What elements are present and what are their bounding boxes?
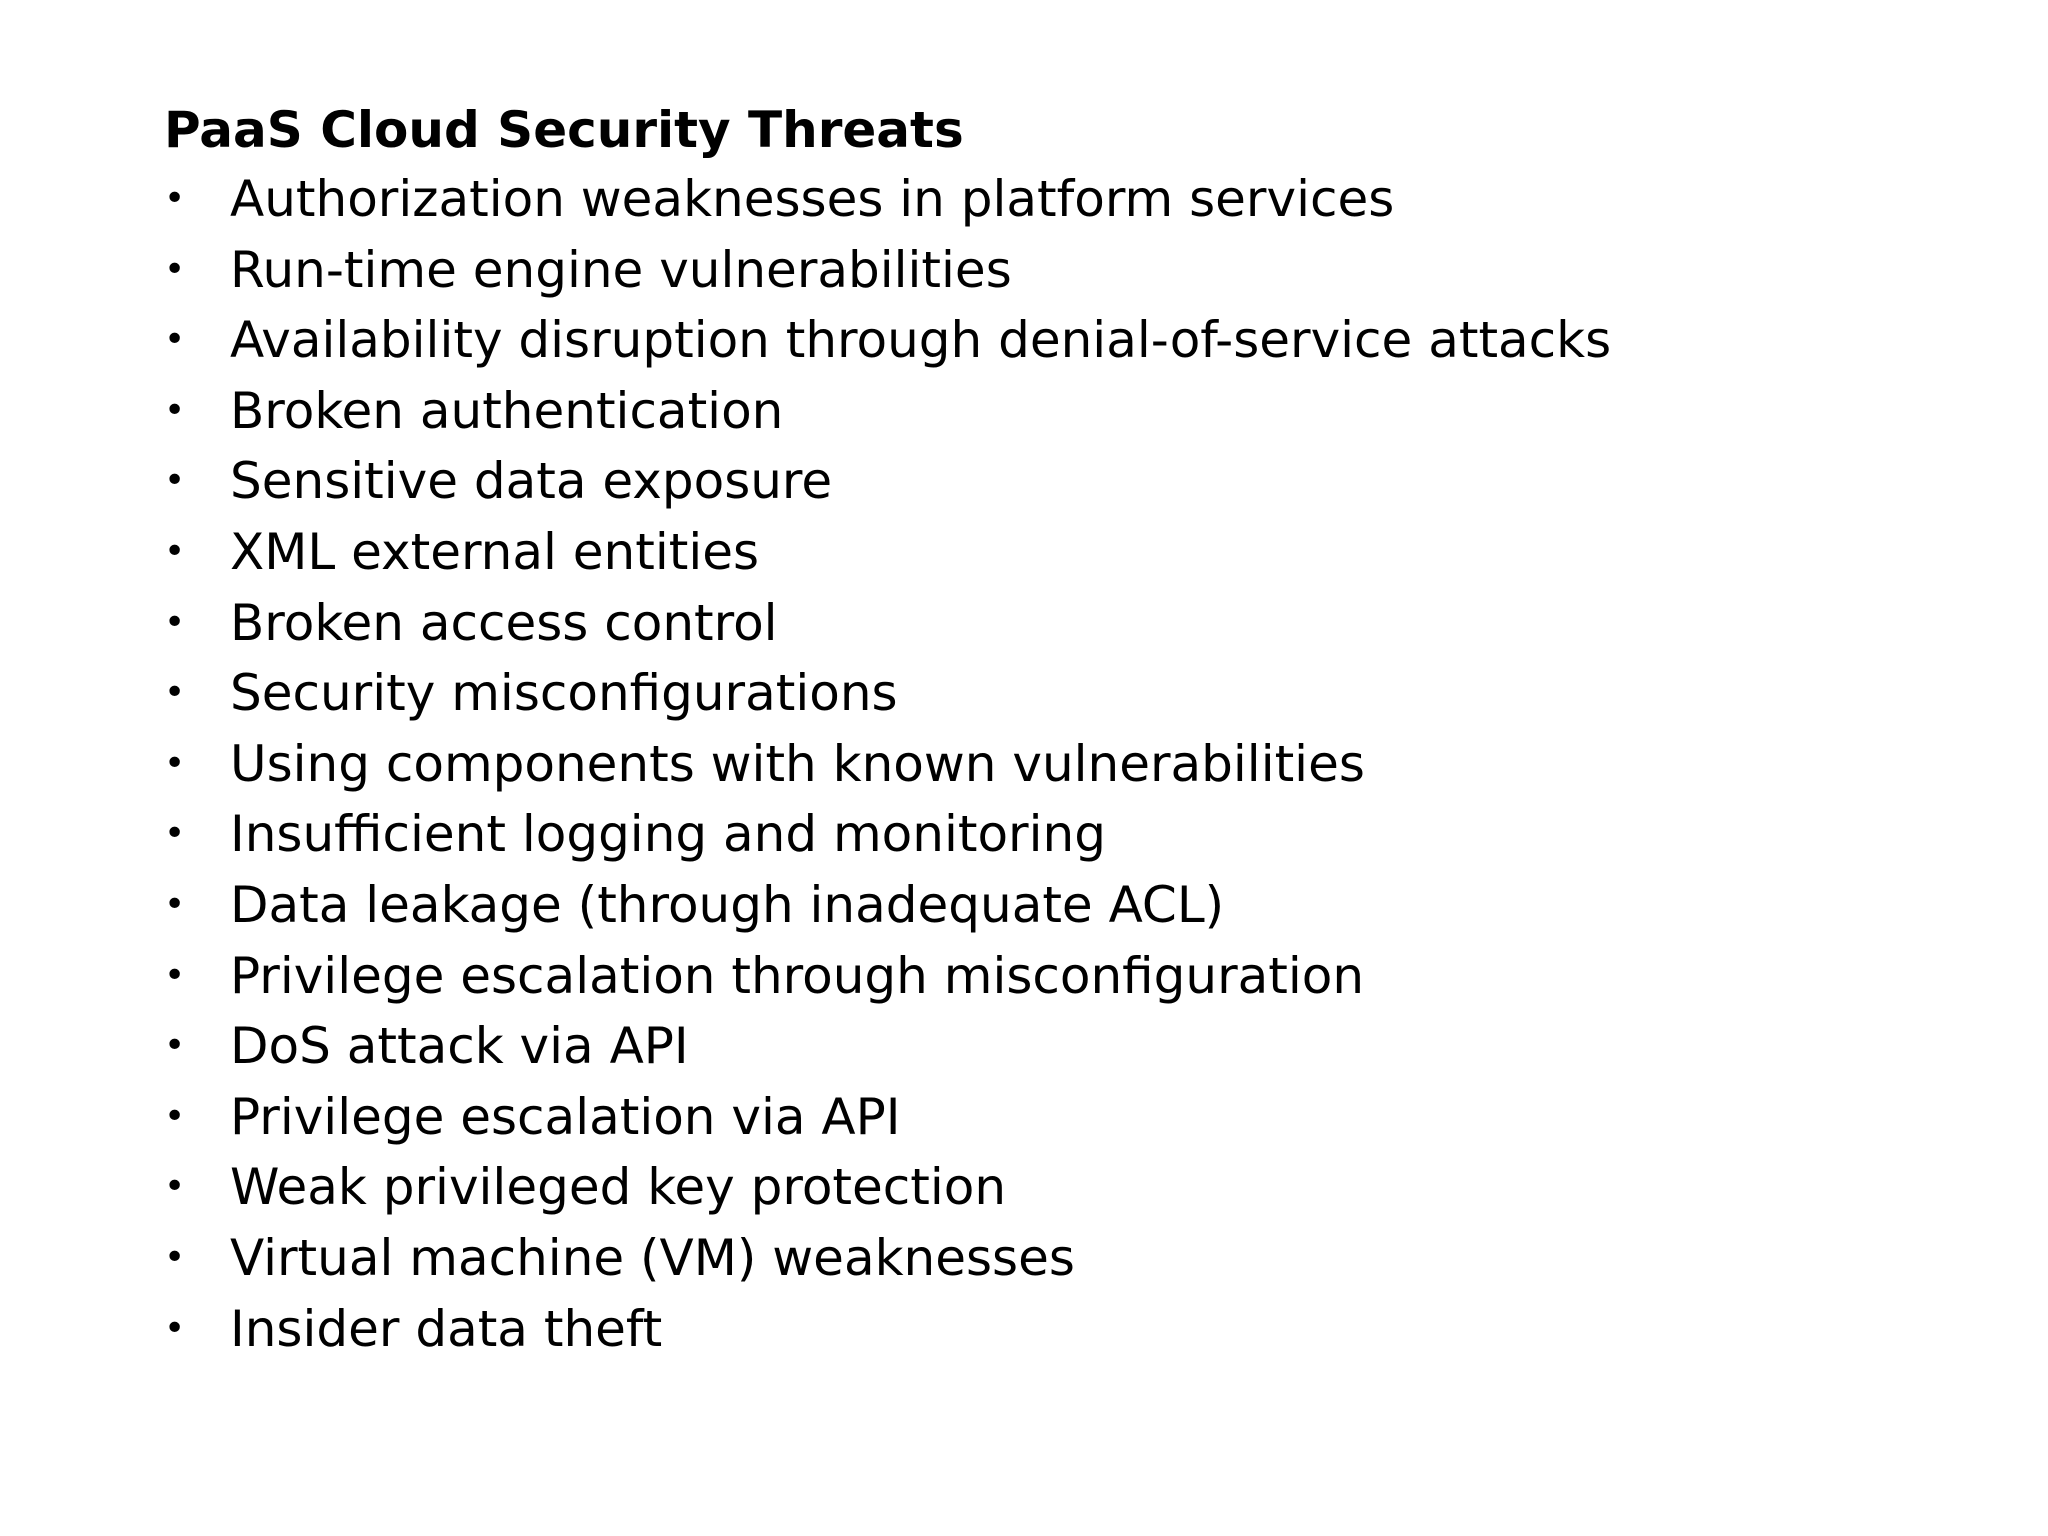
list-item-text: Sensitive data exposure xyxy=(230,452,833,511)
bullet-icon: • xyxy=(164,1025,186,1067)
list-item-text: Run-time engine vulnerabilities xyxy=(230,240,1012,299)
list-item-text: Broken authentication xyxy=(230,381,784,440)
bullet-icon: • xyxy=(164,319,186,361)
list-item-text: Using components with known vulnerabilities xyxy=(230,734,1365,793)
list-item-text: Virtual machine (VM) weaknesses xyxy=(230,1228,1075,1287)
bullet-icon: • xyxy=(164,1236,186,1278)
bullet-icon: • xyxy=(164,1166,186,1208)
bullet-icon: • xyxy=(164,178,186,219)
list-item-text: XML external entities xyxy=(230,522,760,581)
list-item-text: Insufficient logging and monitoring xyxy=(230,805,1106,864)
bullet-icon: • xyxy=(164,248,186,290)
list-item-text: Insider data theft xyxy=(230,1299,663,1358)
bullet-icon: • xyxy=(164,460,186,502)
bullet-icon: • xyxy=(164,954,186,996)
bullet-icon: • xyxy=(164,672,186,714)
list-item-text: Data leakage (through inadequate ACL) xyxy=(230,875,1225,934)
bullet-icon: • xyxy=(164,813,186,855)
slide-title: PaaS Cloud Security Threats xyxy=(164,101,964,159)
bullet-icon: • xyxy=(164,389,186,431)
list-item-text: Broken access control xyxy=(230,593,778,652)
bullet-icon: • xyxy=(164,1307,186,1349)
list-item-text: Authorization weaknesses in platform services xyxy=(230,170,1395,228)
bullet-icon: • xyxy=(164,530,186,572)
list-item-text: DoS attack via API xyxy=(230,1017,689,1076)
bullet-icon: • xyxy=(164,742,186,784)
bullet-icon: • xyxy=(164,883,186,925)
list-item-text: Availability disruption through denial-of-service attacks xyxy=(230,311,1612,370)
list-item-text: Security misconfigurations xyxy=(230,664,898,723)
list-item-text: Weak privileged key protection xyxy=(230,1158,1007,1217)
list-item-text: Privilege escalation via API xyxy=(230,1087,901,1146)
bullet-icon: • xyxy=(164,601,186,643)
list-item-text: Privilege escalation through misconfiguration xyxy=(230,946,1365,1005)
bullet-icon: • xyxy=(164,1095,186,1137)
